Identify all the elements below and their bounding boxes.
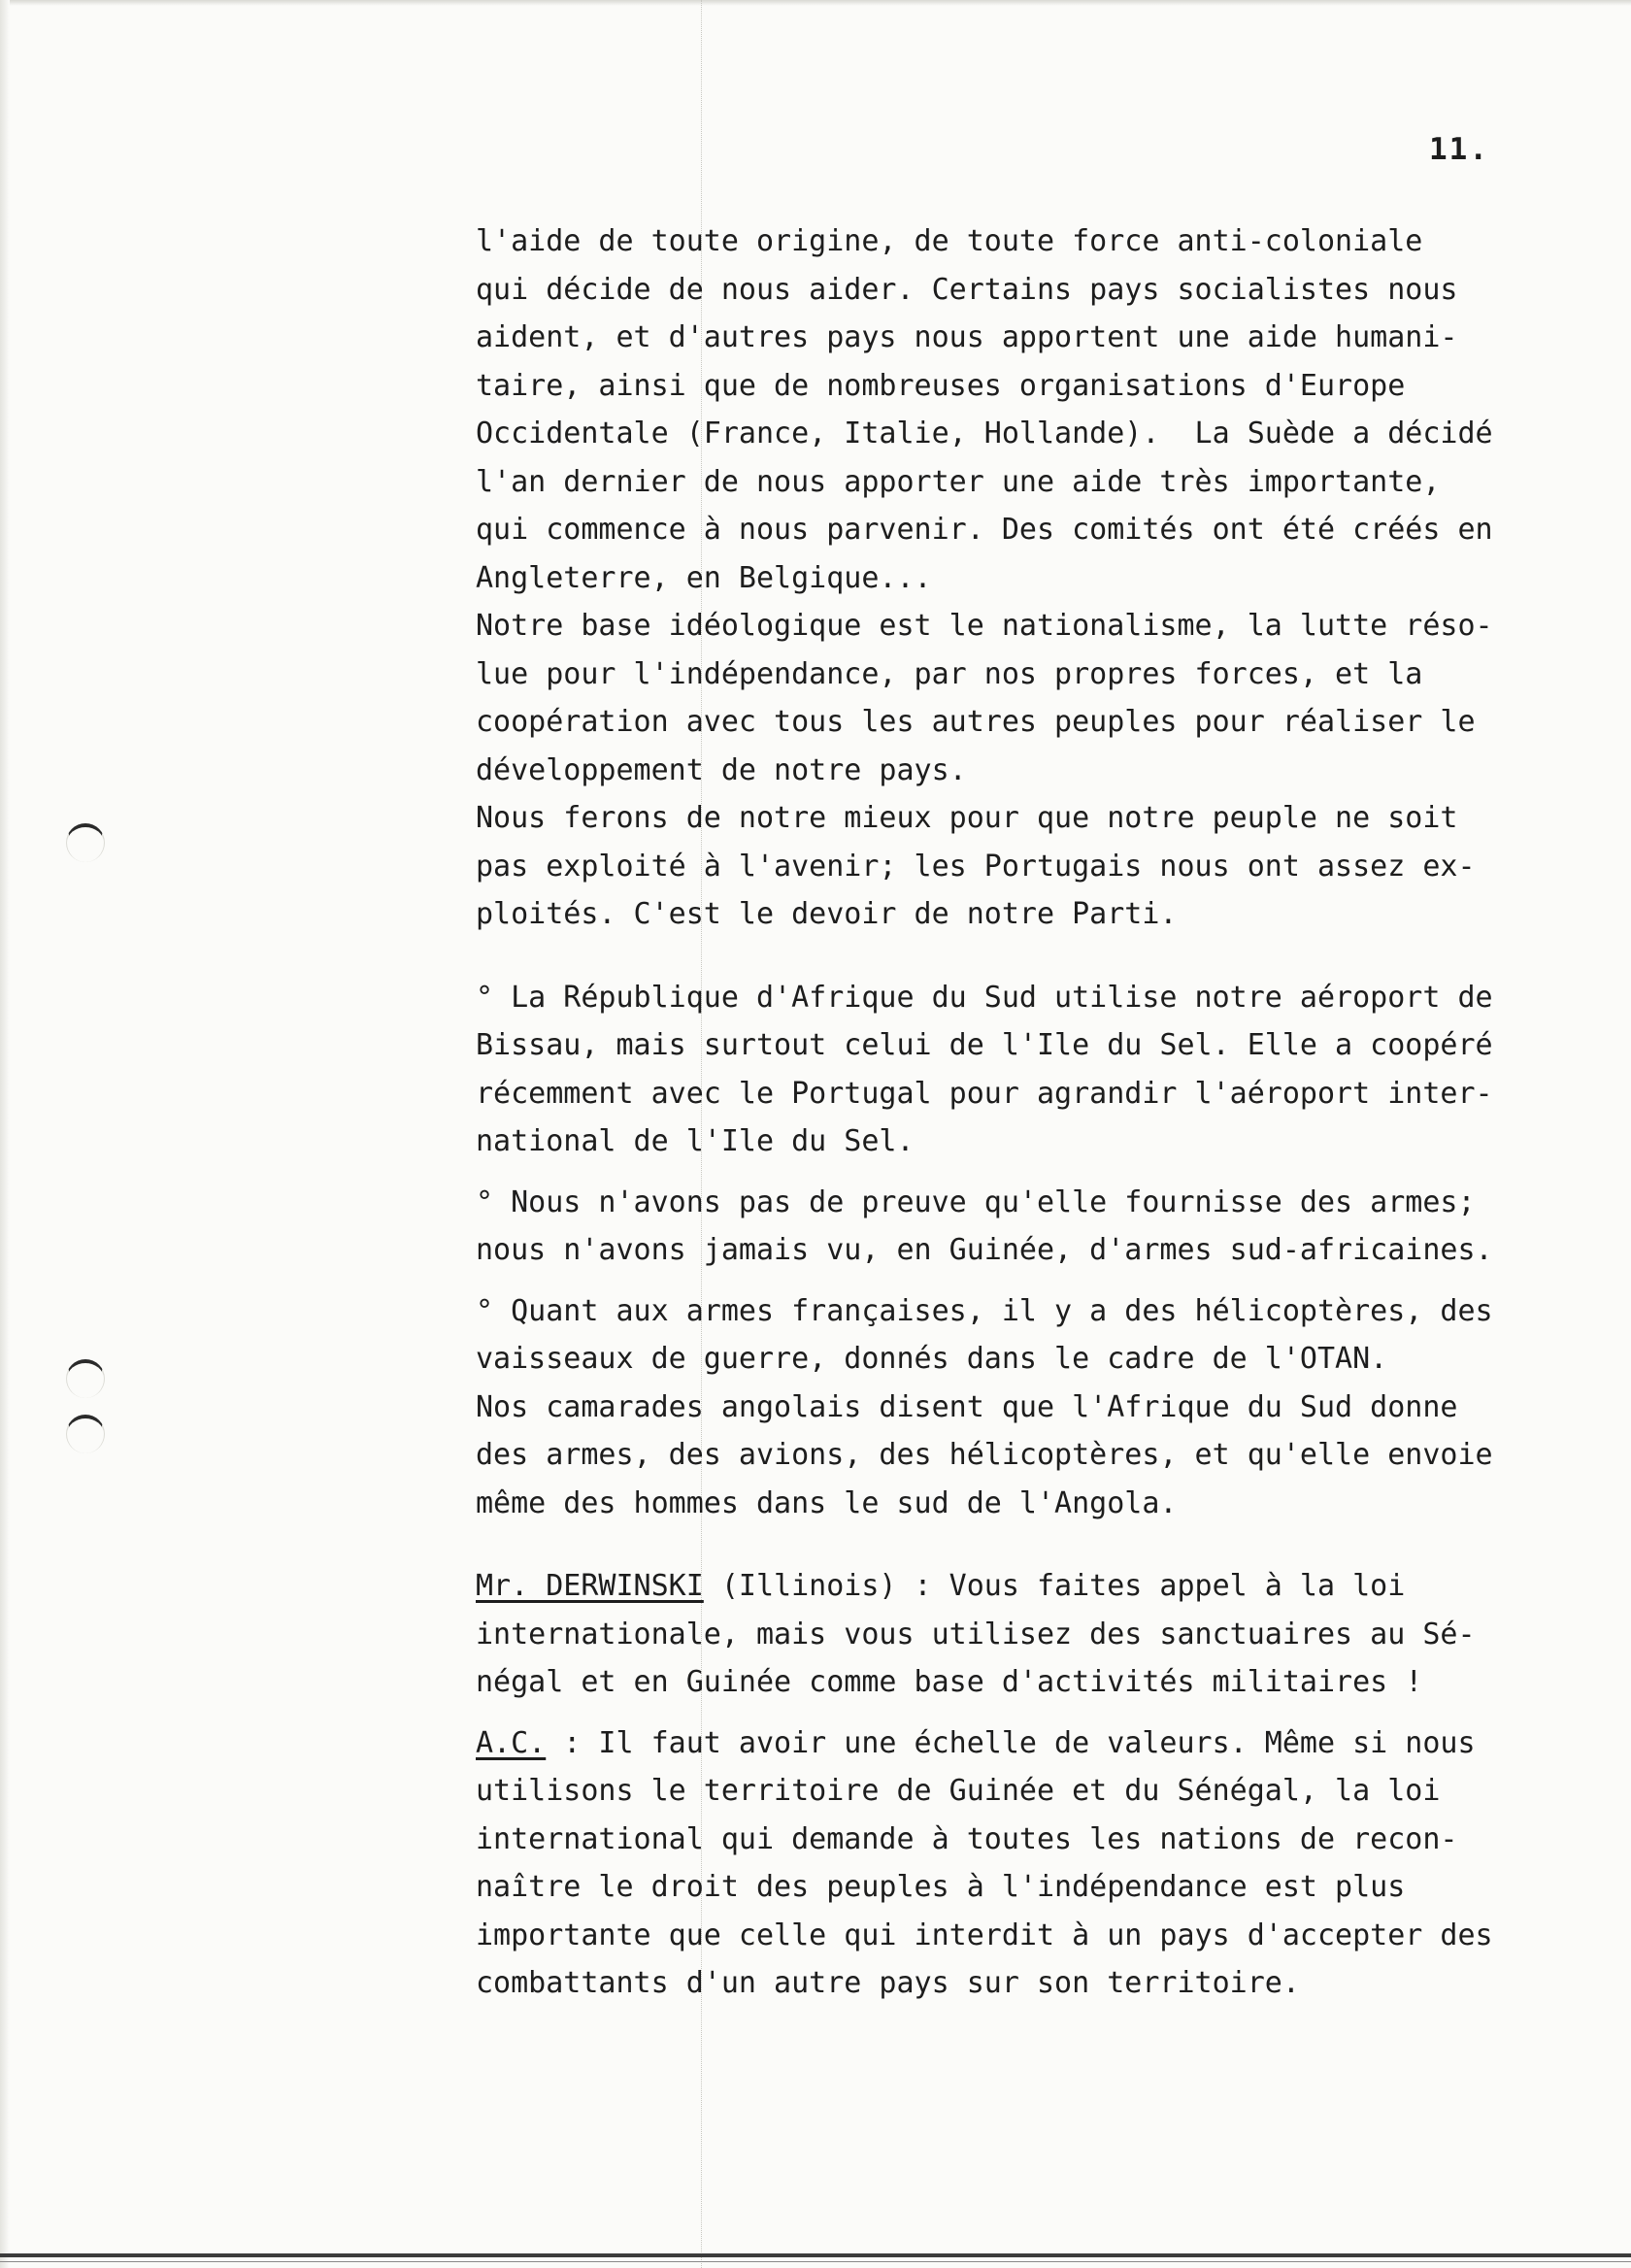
- paragraph-spacer: [476, 1707, 1612, 1719]
- text-line: nous n'avons jamais vu, en Guinée, d'armes sud-africaines.: [476, 1233, 1493, 1267]
- text-line: l'aide de toute origine, de toute force anti-coloniale: [476, 224, 1423, 258]
- text-line: ° La République d'Afrique du Sud utilise notre aéroport de: [476, 980, 1493, 1015]
- text-line: des armes, des avions, des hélicoptères, et qu'elle envoie: [476, 1438, 1493, 1472]
- paragraph-no-proof-weapons: [476, 1179, 1612, 1275]
- scan-top-edge: [0, 0, 1631, 6]
- text-line: taire, ainsi que de nombreuses organisations d'Europe: [476, 368, 1406, 403]
- paragraph-spacer: [476, 1527, 1612, 1562]
- text-line: récemment avec le Portugal pour agrandir l'aéroport inter-: [476, 1076, 1493, 1111]
- text-line: aident, et d'autres pays nous apportent une aide humani-: [476, 320, 1458, 354]
- paragraph-aid-and-ideology: [476, 217, 1612, 939]
- text-line: négal et en Guinée comme base d'activités militaires !: [476, 1665, 1423, 1699]
- paragraph-ac-answer: [476, 1719, 1612, 2008]
- text-line: coopération avec tous les autres peuples pour réaliser le: [476, 705, 1476, 739]
- text-line: qui commence à nous parvenir. Des comités ont été créés en: [476, 513, 1493, 547]
- text-line: internationale, mais vous utilisez des sanctuaires au Sé-: [476, 1617, 1476, 1651]
- page-number: 11.: [1429, 132, 1489, 167]
- text-line: importante que celle qui interdit à un pays d'accepter des: [476, 1918, 1493, 1952]
- text-line: même des hommes dans le sud de l'Angola.: [476, 1485, 1178, 1520]
- text-line: Nous ferons de notre mieux pour que notre peuple ne soit: [476, 801, 1458, 835]
- text-line: Bissau, mais surtout celui de l'Ile du Sel. Elle a coopéré: [476, 1028, 1493, 1062]
- text-line: ploités. C'est le devoir de notre Parti.: [476, 897, 1178, 931]
- bottom-rule-thin: [0, 2261, 1631, 2262]
- text-line: Nos camarades angolais disent que l'Afrique du Sud donne: [476, 1389, 1458, 1424]
- binder-hole-middle: [66, 1359, 105, 1398]
- paragraph-south-africa-airport: [476, 974, 1612, 1166]
- paragraph-spacer: [476, 939, 1612, 974]
- text-line: qui décide de nous aider. Certains pays socialistes nous: [476, 272, 1458, 307]
- text-line: développement de notre pays.: [476, 752, 967, 787]
- paragraph-spacer: [476, 1166, 1612, 1179]
- text-line: Notre base idéologique est le nationalisme, la lutte réso-: [476, 609, 1493, 643]
- speaker-line-text: (Illinois) : Vous faites appel à la loi: [703, 1569, 1406, 1603]
- scan-left-edge: [0, 0, 10, 2268]
- text-line: international qui demande à toutes les nations de recon-: [476, 1821, 1458, 1856]
- speaker-name: Mr. DERWINSKI: [476, 1569, 704, 1603]
- text-line: Occidentale (France, Italie, Hollande). La Suède a décidé: [476, 417, 1493, 450]
- document-body: [476, 217, 1612, 2008]
- paragraph-spacer: [476, 1275, 1612, 1287]
- text-line: [476, 1719, 1612, 1768]
- paragraph-french-weapons: [476, 1287, 1612, 1528]
- speaker-name: A.C.: [476, 1725, 547, 1760]
- text-line: pas exploité à l'avenir; les Portugais nous ont assez ex-: [476, 849, 1476, 884]
- text-line: naître le droit des peuples à l'indépendance est plus: [476, 1870, 1406, 1904]
- bottom-rule: [0, 2253, 1631, 2257]
- text-line: ° Nous n'avons pas de preuve qu'elle fournisse des armes;: [476, 1184, 1476, 1219]
- text-line: utilisons le territoire de Guinée et du Sénégal, la loi: [476, 1774, 1441, 1808]
- text-line: national de l'Ile du Sel.: [476, 1124, 915, 1158]
- text-line: combattants d'un autre pays sur son territoire.: [476, 1966, 1300, 2000]
- text-line: Angleterre, en Belgique...: [476, 560, 932, 595]
- text-line: vaisseaux de guerre, donnés dans le cadre de l'OTAN.: [476, 1342, 1388, 1376]
- text-line: l'an dernier de nous apporter une aide très importante,: [476, 464, 1441, 499]
- text-line: lue pour l'indépendance, par nos propres forces, et la: [476, 656, 1423, 691]
- binder-hole-bottom: [66, 1415, 105, 1453]
- text-line: [476, 1562, 1612, 1611]
- paragraph-derwinski-question: [476, 1562, 1612, 1707]
- binder-hole-top: [66, 823, 105, 862]
- speaker-line-text: : Il faut avoir une échelle de valeurs. Même si nous: [546, 1725, 1476, 1760]
- text-line: ° Quant aux armes françaises, il y a des hélicoptères, des: [476, 1293, 1493, 1328]
